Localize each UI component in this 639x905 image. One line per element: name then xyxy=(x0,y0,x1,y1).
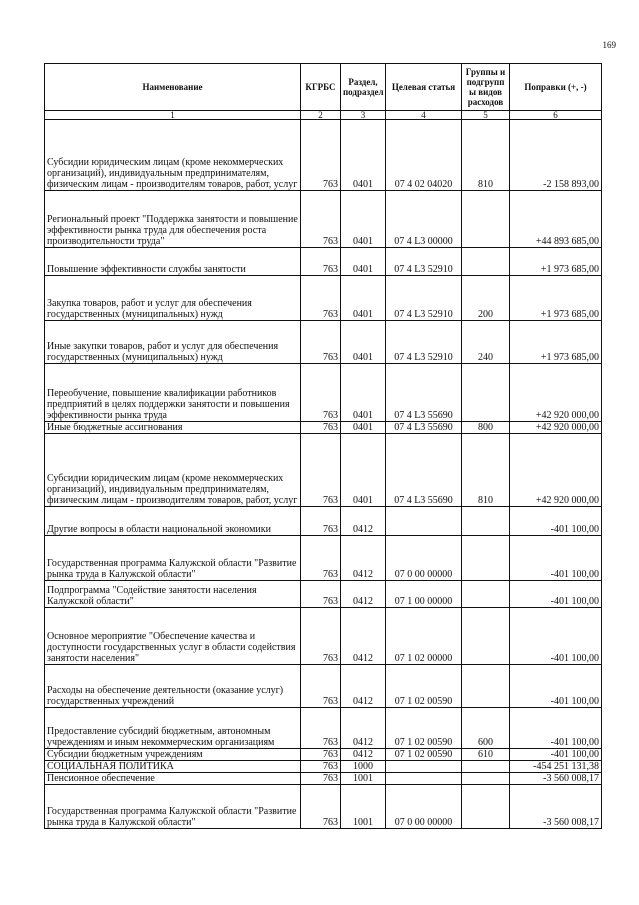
row-name: Расходы на обеспечение деятельности (оказание услуг) государственных учреждений xyxy=(45,665,301,708)
table-row xyxy=(45,191,602,248)
header-groups: Группы и подгрупп ы видов расходов xyxy=(462,64,510,111)
column-number: 4 xyxy=(386,111,462,120)
row-section: 0401 xyxy=(341,276,386,321)
row-target: 07 4 L3 52910 xyxy=(386,248,462,276)
row-kgrbs: 763 xyxy=(301,761,341,773)
table-row xyxy=(45,364,602,422)
row-amount: +1 973 685,00 xyxy=(510,248,602,276)
header-kgrbs: КГРБС xyxy=(301,64,341,111)
row-name: Пенсионное обеспечение xyxy=(45,773,301,785)
row-amount: +42 920 000,00 xyxy=(510,422,602,434)
table-row xyxy=(45,248,602,276)
table-row xyxy=(45,536,602,581)
row-group xyxy=(462,507,510,536)
row-kgrbs: 763 xyxy=(301,581,341,608)
table-row xyxy=(45,120,602,191)
row-amount: +42 920 000,00 xyxy=(510,364,602,422)
row-name: Региональный проект "Поддержка занятости и повышение эффективности рынка труда для обеспечения роста производительности труда" xyxy=(45,191,301,248)
row-target: 07 4 L3 52910 xyxy=(386,321,462,364)
row-section: 0412 xyxy=(341,749,386,761)
row-section: 0412 xyxy=(341,708,386,749)
row-section: 0401 xyxy=(341,191,386,248)
column-number: 3 xyxy=(341,111,386,120)
row-kgrbs: 763 xyxy=(301,276,341,321)
row-kgrbs: 763 xyxy=(301,608,341,665)
row-kgrbs: 763 xyxy=(301,120,341,191)
row-amount: +44 893 685,00 xyxy=(510,191,602,248)
row-name: Повышение эффективности службы занятости xyxy=(45,248,301,276)
row-group xyxy=(462,761,510,773)
table-row xyxy=(45,749,602,761)
row-group: 810 xyxy=(462,434,510,507)
header-amendments: Поправки (+, -) xyxy=(510,64,602,111)
table-row xyxy=(45,434,602,507)
row-target: 07 0 00 00000 xyxy=(386,785,462,829)
table-row xyxy=(45,761,602,773)
row-name: Субсидии юридическим лицам (кроме некоммерческих организаций), индивидуальным предпринимателям, физическим лицам - производителям товаров, работ, услуг xyxy=(45,120,301,191)
row-group xyxy=(462,536,510,581)
column-number-row xyxy=(45,111,602,120)
row-target: 07 4 L3 55690 xyxy=(386,434,462,507)
row-name: СОЦИАЛЬНАЯ ПОЛИТИКА xyxy=(45,761,301,773)
row-name: Иные бюджетные ассигнования xyxy=(45,422,301,434)
row-name: Государственная программа Калужской области "Развитие рынка труда в Калужской области" xyxy=(45,536,301,581)
row-group: 200 xyxy=(462,276,510,321)
row-group: 610 xyxy=(462,749,510,761)
row-amount: -401 100,00 xyxy=(510,581,602,608)
row-kgrbs: 763 xyxy=(301,422,341,434)
row-group xyxy=(462,191,510,248)
row-kgrbs: 763 xyxy=(301,507,341,536)
row-name: Государственная программа Калужской области "Развитие рынка труда в Калужской области" xyxy=(45,785,301,829)
table-row xyxy=(45,422,602,434)
row-group: 600 xyxy=(462,708,510,749)
column-number: 5 xyxy=(462,111,510,120)
column-number: 6 xyxy=(510,111,602,120)
row-kgrbs: 763 xyxy=(301,191,341,248)
table-row xyxy=(45,708,602,749)
row-amount: -2 158 893,00 xyxy=(510,120,602,191)
row-name: Основное мероприятие "Обеспечение качества и доступности государственных услуг в области содействия занятости населения" xyxy=(45,608,301,665)
row-kgrbs: 763 xyxy=(301,785,341,829)
row-kgrbs: 763 xyxy=(301,749,341,761)
row-amount: -401 100,00 xyxy=(510,608,602,665)
row-amount: -401 100,00 xyxy=(510,749,602,761)
row-target: 07 4 L3 00000 xyxy=(386,191,462,248)
row-target: 07 1 02 00590 xyxy=(386,749,462,761)
row-group: 240 xyxy=(462,321,510,364)
row-name: Субсидии юридическим лицам (кроме некоммерческих организаций), индивидуальным предпринимателям, физическим лицам - производителям товаров, работ, услуг xyxy=(45,434,301,507)
table-row xyxy=(45,507,602,536)
row-name: Переобучение, повышение квалификации работников предприятий в целях поддержки занятости и повышения эффективности рынка труда xyxy=(45,364,301,422)
row-target: 07 4 L3 52910 xyxy=(386,276,462,321)
column-number: 2 xyxy=(301,111,341,120)
row-name: Подпрограмма "Содействие занятости населения Калужской области" xyxy=(45,581,301,608)
row-group xyxy=(462,608,510,665)
row-section: 1001 xyxy=(341,773,386,785)
row-group xyxy=(462,785,510,829)
row-amount: -454 251 131,38 xyxy=(510,761,602,773)
row-name: Иные закупки товаров, работ и услуг для обеспечения государственных (муниципальных) нужд xyxy=(45,321,301,364)
row-section: 0401 xyxy=(341,120,386,191)
row-target: 07 4 L3 55690 xyxy=(386,422,462,434)
table-row xyxy=(45,608,602,665)
row-amount: -3 560 008,17 xyxy=(510,773,602,785)
row-target: 07 1 02 00000 xyxy=(386,608,462,665)
table-row xyxy=(45,773,602,785)
row-section: 0412 xyxy=(341,608,386,665)
row-group xyxy=(462,665,510,708)
table-row xyxy=(45,276,602,321)
row-section: 1000 xyxy=(341,761,386,773)
row-amount: -401 100,00 xyxy=(510,708,602,749)
header-row xyxy=(45,64,602,111)
row-section: 0401 xyxy=(341,364,386,422)
row-amount: -401 100,00 xyxy=(510,507,602,536)
row-kgrbs: 763 xyxy=(301,536,341,581)
row-kgrbs: 763 xyxy=(301,321,341,364)
row-section: 0401 xyxy=(341,248,386,276)
row-group xyxy=(462,773,510,785)
row-name: Субсидии бюджетным учреждениям xyxy=(45,749,301,761)
row-target: 07 0 00 00000 xyxy=(386,536,462,581)
budget-table xyxy=(44,63,602,829)
row-target: 07 4 L3 55690 xyxy=(386,364,462,422)
row-section: 0412 xyxy=(341,581,386,608)
row-section: 0412 xyxy=(341,536,386,581)
page-number: 169 xyxy=(602,40,616,50)
row-target: 07 1 02 00590 xyxy=(386,708,462,749)
row-section: 0401 xyxy=(341,321,386,364)
row-kgrbs: 763 xyxy=(301,665,341,708)
row-section: 0412 xyxy=(341,665,386,708)
row-kgrbs: 763 xyxy=(301,773,341,785)
header-target: Целевая статья xyxy=(386,64,462,111)
row-name: Предоставление субсидий бюджетным, автономным учреждениям и иным некоммерческим организациям xyxy=(45,708,301,749)
table-row xyxy=(45,785,602,829)
row-amount: +1 973 685,00 xyxy=(510,276,602,321)
row-group xyxy=(462,581,510,608)
row-section: 0401 xyxy=(341,422,386,434)
row-kgrbs: 763 xyxy=(301,364,341,422)
row-name: Другие вопросы в области национальной экономики xyxy=(45,507,301,536)
row-kgrbs: 763 xyxy=(301,434,341,507)
row-group xyxy=(462,364,510,422)
row-target xyxy=(386,773,462,785)
table-row xyxy=(45,321,602,364)
column-number: 1 xyxy=(45,111,301,120)
row-target xyxy=(386,761,462,773)
row-amount: -401 100,00 xyxy=(510,536,602,581)
row-group xyxy=(462,248,510,276)
row-group: 800 xyxy=(462,422,510,434)
row-section: 1001 xyxy=(341,785,386,829)
header-name: Наименование xyxy=(45,64,301,111)
row-target: 07 4 02 04020 xyxy=(386,120,462,191)
row-name: Закупка товаров, работ и услуг для обеспечения государственных (муниципальных) нужд xyxy=(45,276,301,321)
table-row xyxy=(45,665,602,708)
row-amount: +42 920 000,00 xyxy=(510,434,602,507)
row-target: 07 1 00 00000 xyxy=(386,581,462,608)
row-amount: -401 100,00 xyxy=(510,665,602,708)
row-target xyxy=(386,507,462,536)
row-target: 07 1 02 00590 xyxy=(386,665,462,708)
row-amount: -3 560 008,17 xyxy=(510,785,602,829)
row-amount: +1 973 685,00 xyxy=(510,321,602,364)
row-section: 0401 xyxy=(341,434,386,507)
table-row xyxy=(45,581,602,608)
row-kgrbs: 763 xyxy=(301,708,341,749)
row-group: 810 xyxy=(462,120,510,191)
header-section: Раздел, подраздел xyxy=(341,64,386,111)
row-section: 0412 xyxy=(341,507,386,536)
row-kgrbs: 763 xyxy=(301,248,341,276)
